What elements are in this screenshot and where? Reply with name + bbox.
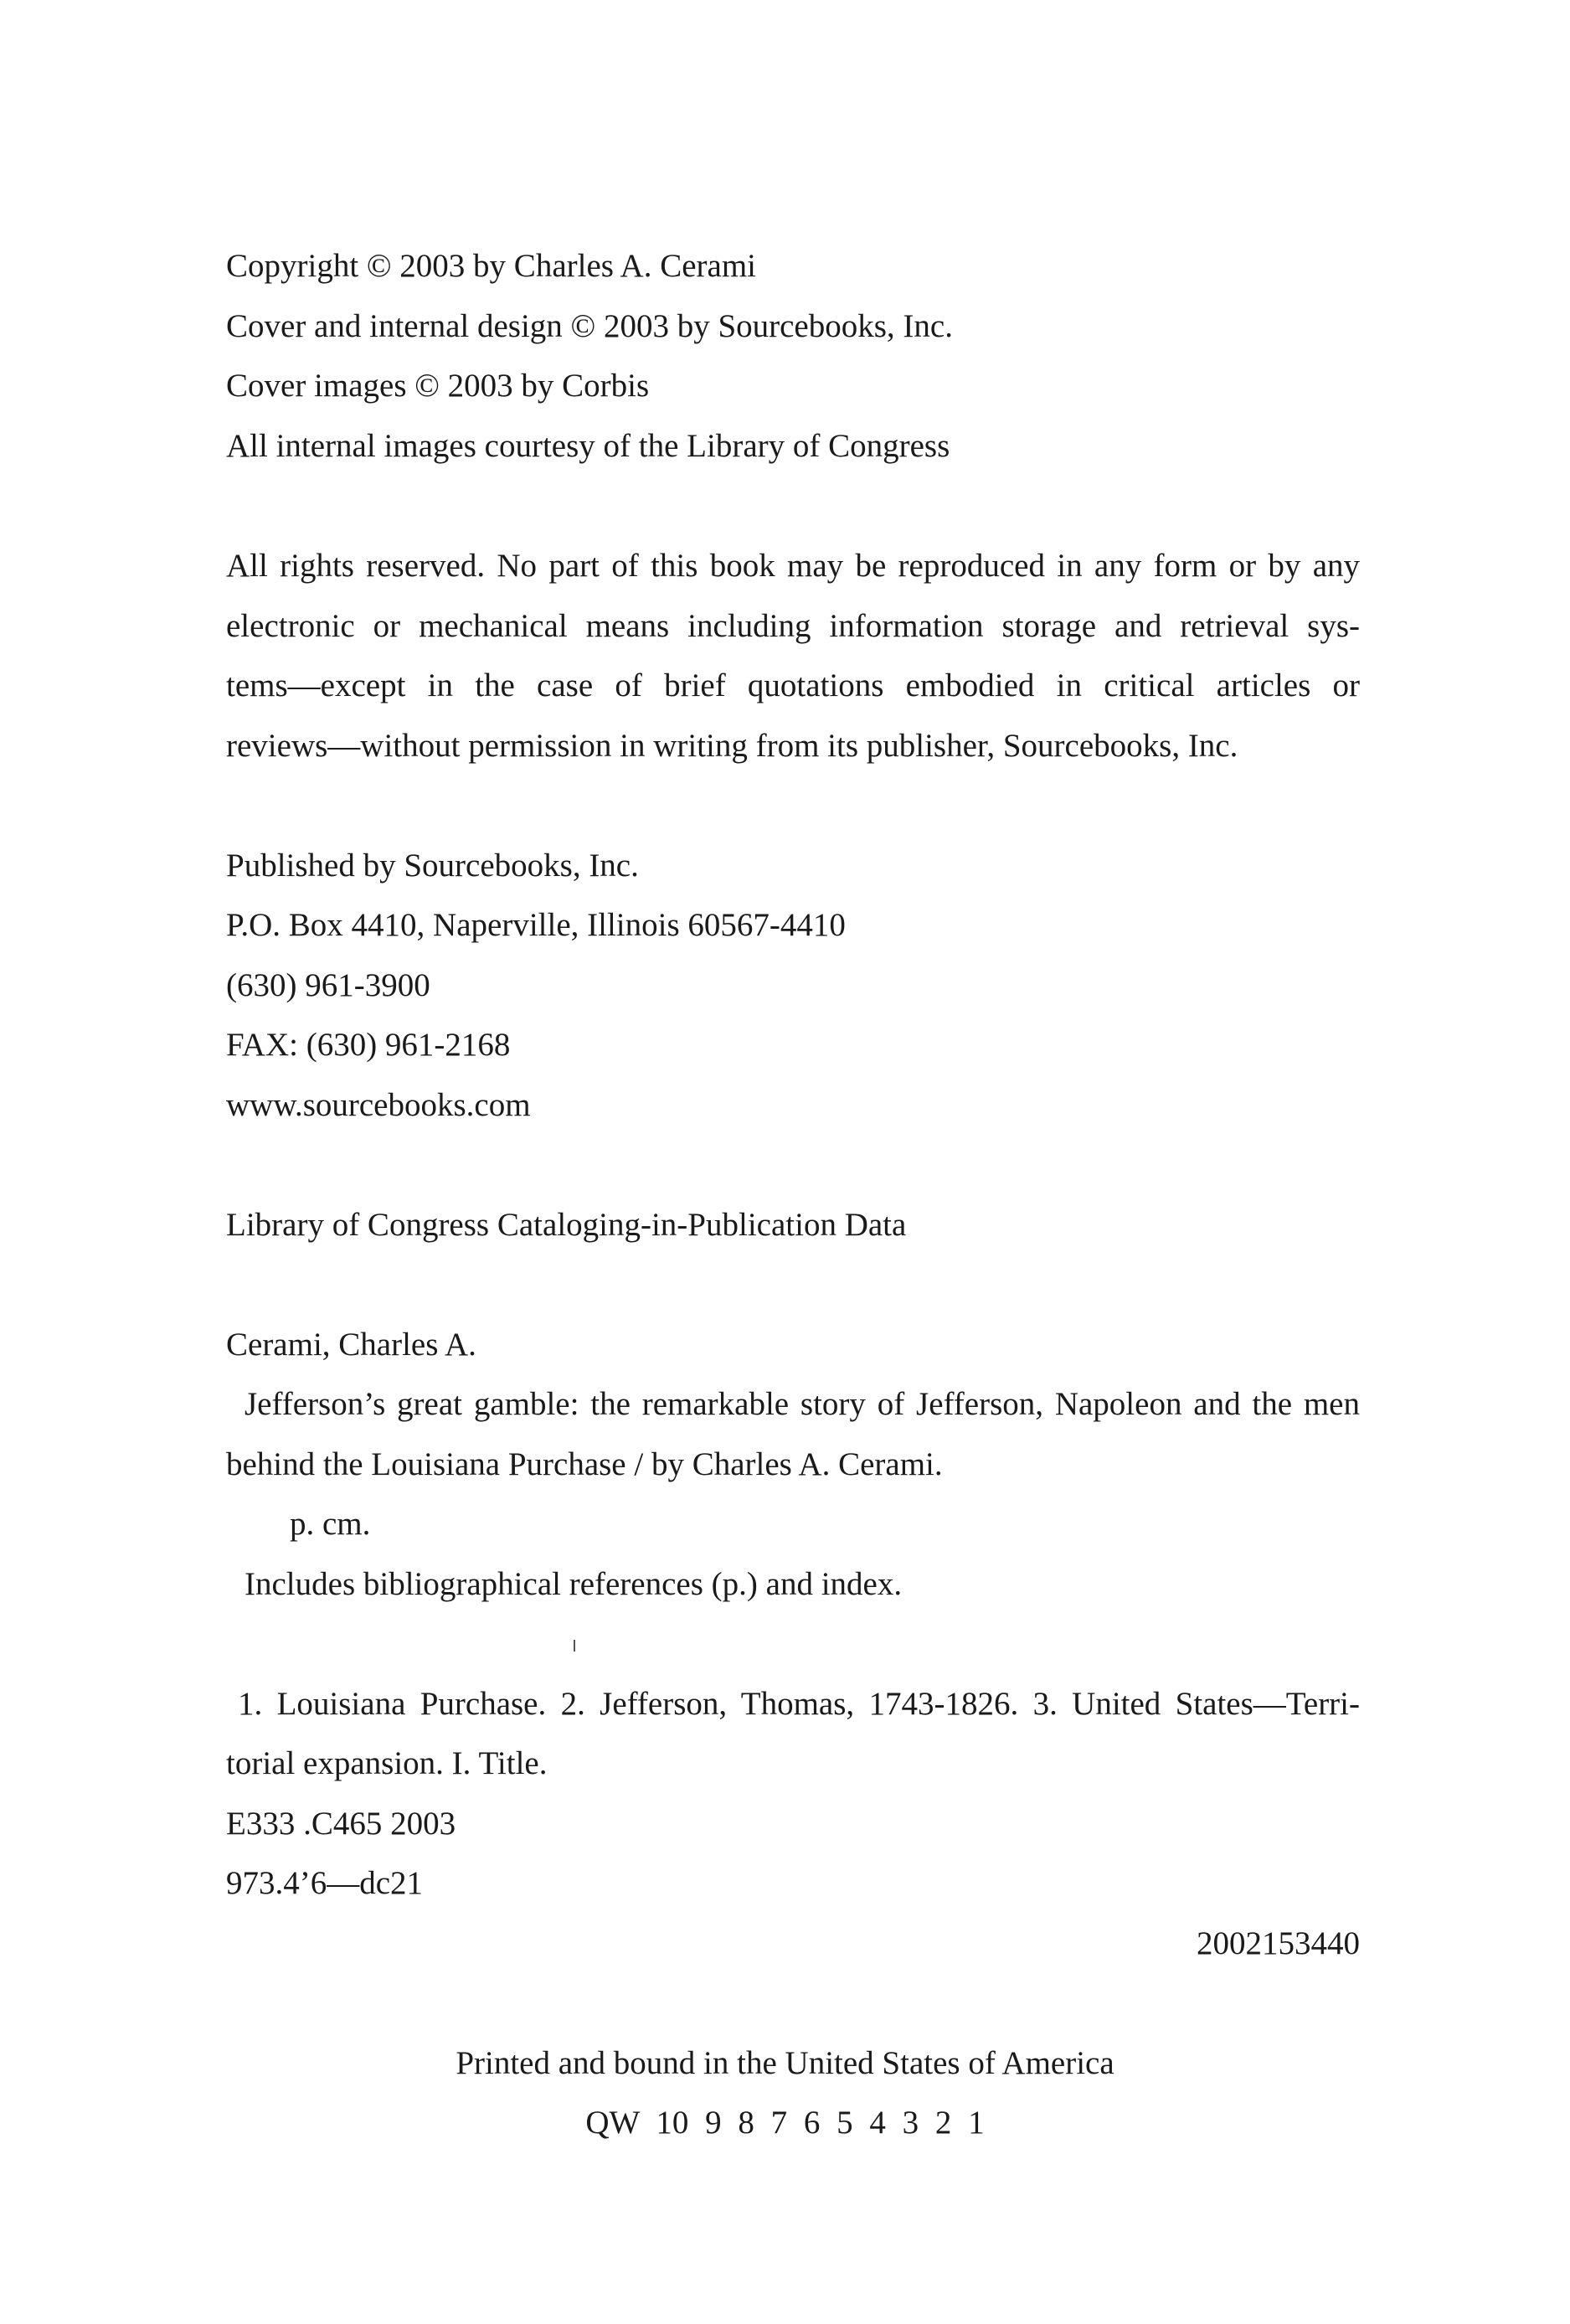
cip-pages: p. cm. [290,1506,371,1542]
cip-subjects-line-1: 1. Louisiana Purchase. 2. Jefferson, Thomas, 1743-1826. 3. United States—Terri- [238,1686,1360,1722]
copyright-line: Copyright © 2003 by Charles A. Cerami [226,248,756,284]
rights-line-4: reviews—without permission in writing from its publisher, Sourcebooks, Inc. [226,728,1238,764]
address-line: P.O. Box 4410, Naperville, Illinois 60567-4410 [226,907,846,943]
internal-images-line: All internal images courtesy of the Library of Congress [226,428,950,464]
printed-line: Printed and bound in the United States of America [456,2045,1114,2081]
rights-line-1: All rights reserved. No part of this book may be reproduced in any form or by any [226,548,1360,584]
cip-lc-class: E333 .C465 2003 [226,1806,456,1842]
phone-line: (630) 961-3900 [226,967,430,1003]
cip-subjects-line-2: torial expansion. I. Title. [226,1745,548,1781]
cip-includes: Includes bibliographical references (p.) and index. [245,1566,903,1602]
website-line: www.sourcebooks.com [226,1087,531,1123]
cip-title-line-2: behind the Louisiana Purchase / by Charles A. Cerami. [226,1446,943,1482]
cip-heading: Library of Congress Cataloging-in-Publication Data [226,1207,907,1243]
cip-lccn: 2002153440 [1197,1925,1360,1961]
cip-author: Cerami, Charles A. [226,1327,476,1363]
stray-tick-mark [574,1640,575,1652]
cover-images-line: Cover images © 2003 by Corbis [226,368,650,404]
design-copyright-line: Cover and internal design © 2003 by Sourcebooks, Inc. [226,308,953,344]
rights-line-2: electronic or mechanical means including information storage and retrieval sys- [226,608,1360,644]
fax-line: FAX: (630) 961-2168 [226,1027,511,1063]
rights-line-3: tems—except in the case of brief quotations embodied in critical articles or [226,667,1360,703]
cip-dewey: 973.4’6—dc21 [226,1865,424,1901]
cip-title-line-1: Jefferson’s great gamble: the remarkable story of Jefferson, Napoleon and the men [245,1386,1360,1422]
published-by-line: Published by Sourcebooks, Inc. [226,848,639,884]
printing-line: QW 10 9 8 7 6 5 4 3 2 1 [585,2105,985,2141]
